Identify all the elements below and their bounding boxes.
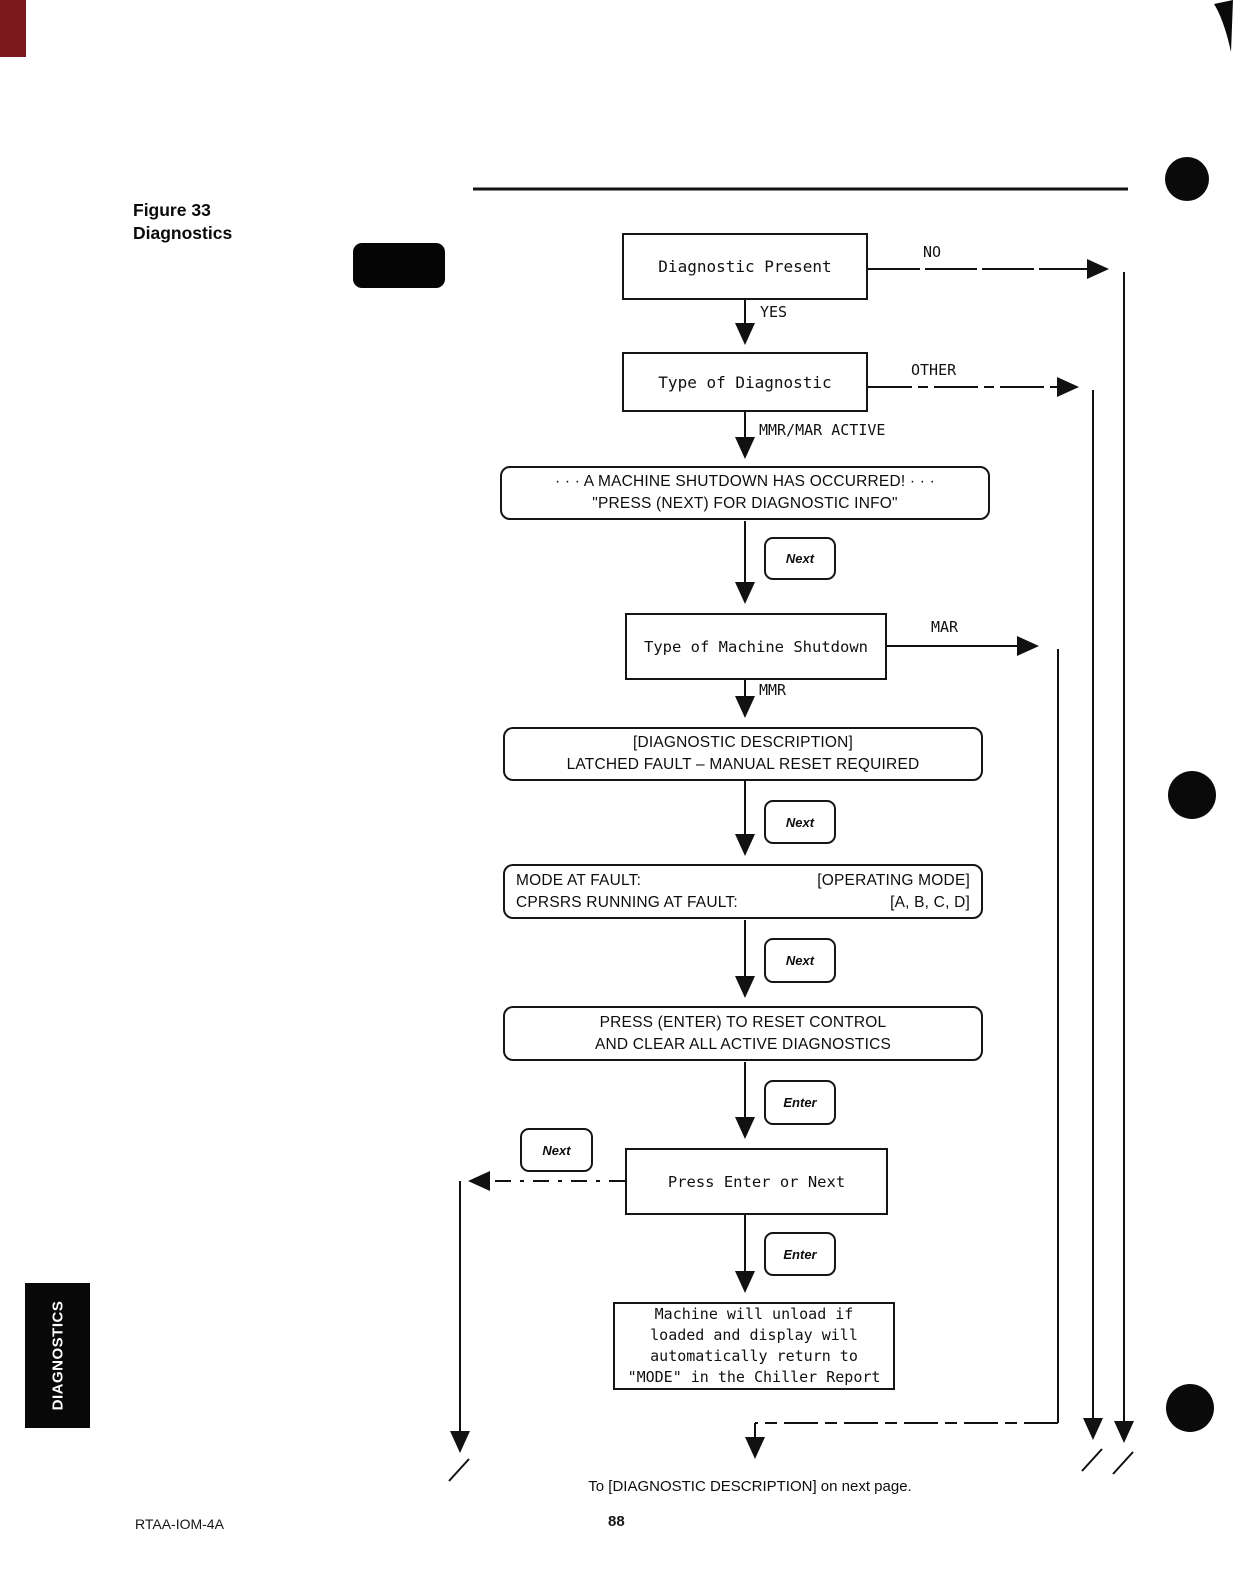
unload-line-4: "MODE" in the Chiller Report xyxy=(627,1368,881,1386)
mode-row-1 xyxy=(505,870,981,892)
next-key-label: Next xyxy=(542,1142,571,1158)
next-left-continuation-slash xyxy=(449,1459,469,1481)
page-edge-mark xyxy=(0,0,26,57)
message-line-2: "PRESS (NEXT) FOR DIAGNOSTIC INFO" xyxy=(592,495,898,512)
mode-row-2-value: [A, B, C, D] xyxy=(890,893,970,911)
mode-row-1-value: [OPERATING MODE] xyxy=(817,871,970,889)
redacted-logo-patch xyxy=(353,243,445,288)
registration-dot-middle xyxy=(1168,771,1216,819)
edge-label-other: OTHER xyxy=(908,361,959,379)
node-press-enter-reset xyxy=(503,1006,983,1061)
node-diagnostic-description xyxy=(503,727,983,781)
registration-dot-top xyxy=(1165,157,1209,201)
enter-key-1 xyxy=(764,1080,836,1125)
node-label: Press Enter or Next xyxy=(667,1172,846,1191)
mode-row-2 xyxy=(505,892,981,914)
corner-scan-mark xyxy=(1214,0,1233,52)
page-number: 88 xyxy=(608,1513,625,1530)
mode-row-2-label: CPRSRS RUNNING AT FAULT: xyxy=(516,893,738,911)
figure-label xyxy=(133,199,232,245)
description-line-2: LATCHED FAULT – MANUAL RESET REQUIRED xyxy=(566,756,920,773)
other-continuation-slash xyxy=(1082,1449,1102,1471)
node-diagnostic-present xyxy=(622,233,868,300)
continuation-note: To [DIAGNOSTIC DESCRIPTION] on next page. xyxy=(588,1478,912,1495)
reset-line-2: AND CLEAR ALL ACTIVE DIAGNOSTICS xyxy=(594,1035,892,1053)
node-mode-at-fault xyxy=(503,864,983,919)
next-key-3 xyxy=(764,938,836,983)
enter-key-label: Enter xyxy=(783,1095,817,1110)
next-key-2 xyxy=(764,800,836,844)
next-key-label: Next xyxy=(785,953,815,968)
message-line-1: · · · A MACHINE SHUTDOWN HAS OCCURRED! · · · xyxy=(555,473,935,490)
document-code: RTAA-IOM-4A xyxy=(135,1516,224,1532)
node-label: Diagnostic Present xyxy=(658,257,832,276)
next-key-label: Next xyxy=(785,814,815,830)
node-press-enter-or-next xyxy=(625,1148,888,1215)
next-key-left xyxy=(520,1128,593,1172)
node-machine-unload xyxy=(613,1302,895,1390)
enter-key-label: Enter xyxy=(783,1246,817,1262)
edge-label-yes: YES xyxy=(757,303,790,321)
next-key-1 xyxy=(764,537,836,580)
edge-label-mmr: MMR xyxy=(756,681,789,699)
unload-line-1: Machine will unload if xyxy=(654,1305,854,1323)
unload-line-3: automatically return to xyxy=(650,1347,858,1365)
section-tab-diagnostics xyxy=(25,1283,90,1428)
edge-label-mmr-mar-active: MMR/MAR ACTIVE xyxy=(756,421,888,439)
figure-number: Figure 33 xyxy=(133,200,211,220)
node-type-of-machine-shutdown xyxy=(625,613,887,680)
enter-key-2 xyxy=(764,1232,836,1276)
registration-dot-bottom xyxy=(1166,1384,1214,1432)
edge-label-no: NO xyxy=(920,243,944,261)
node-label: Type of Diagnostic xyxy=(658,372,832,392)
reset-line-1: PRESS (ENTER) TO RESET CONTROL xyxy=(599,1013,887,1031)
node-machine-shutdown-message xyxy=(500,466,990,520)
node-type-of-diagnostic xyxy=(622,352,868,412)
edge-label-mar: MAR xyxy=(928,618,961,636)
mode-row-1-label: MODE AT FAULT: xyxy=(516,871,642,889)
node-label: Type of Machine Shutdown xyxy=(644,637,868,656)
no-continuation-slash xyxy=(1113,1452,1133,1474)
description-line-1: [DIAGNOSTIC DESCRIPTION] xyxy=(632,734,854,751)
unload-line-2: loaded and display will xyxy=(650,1326,858,1344)
next-key-label: Next xyxy=(785,551,815,566)
section-tab-label: DIAGNOSTICS xyxy=(49,1300,66,1411)
figure-title: Diagnostics xyxy=(133,223,233,243)
